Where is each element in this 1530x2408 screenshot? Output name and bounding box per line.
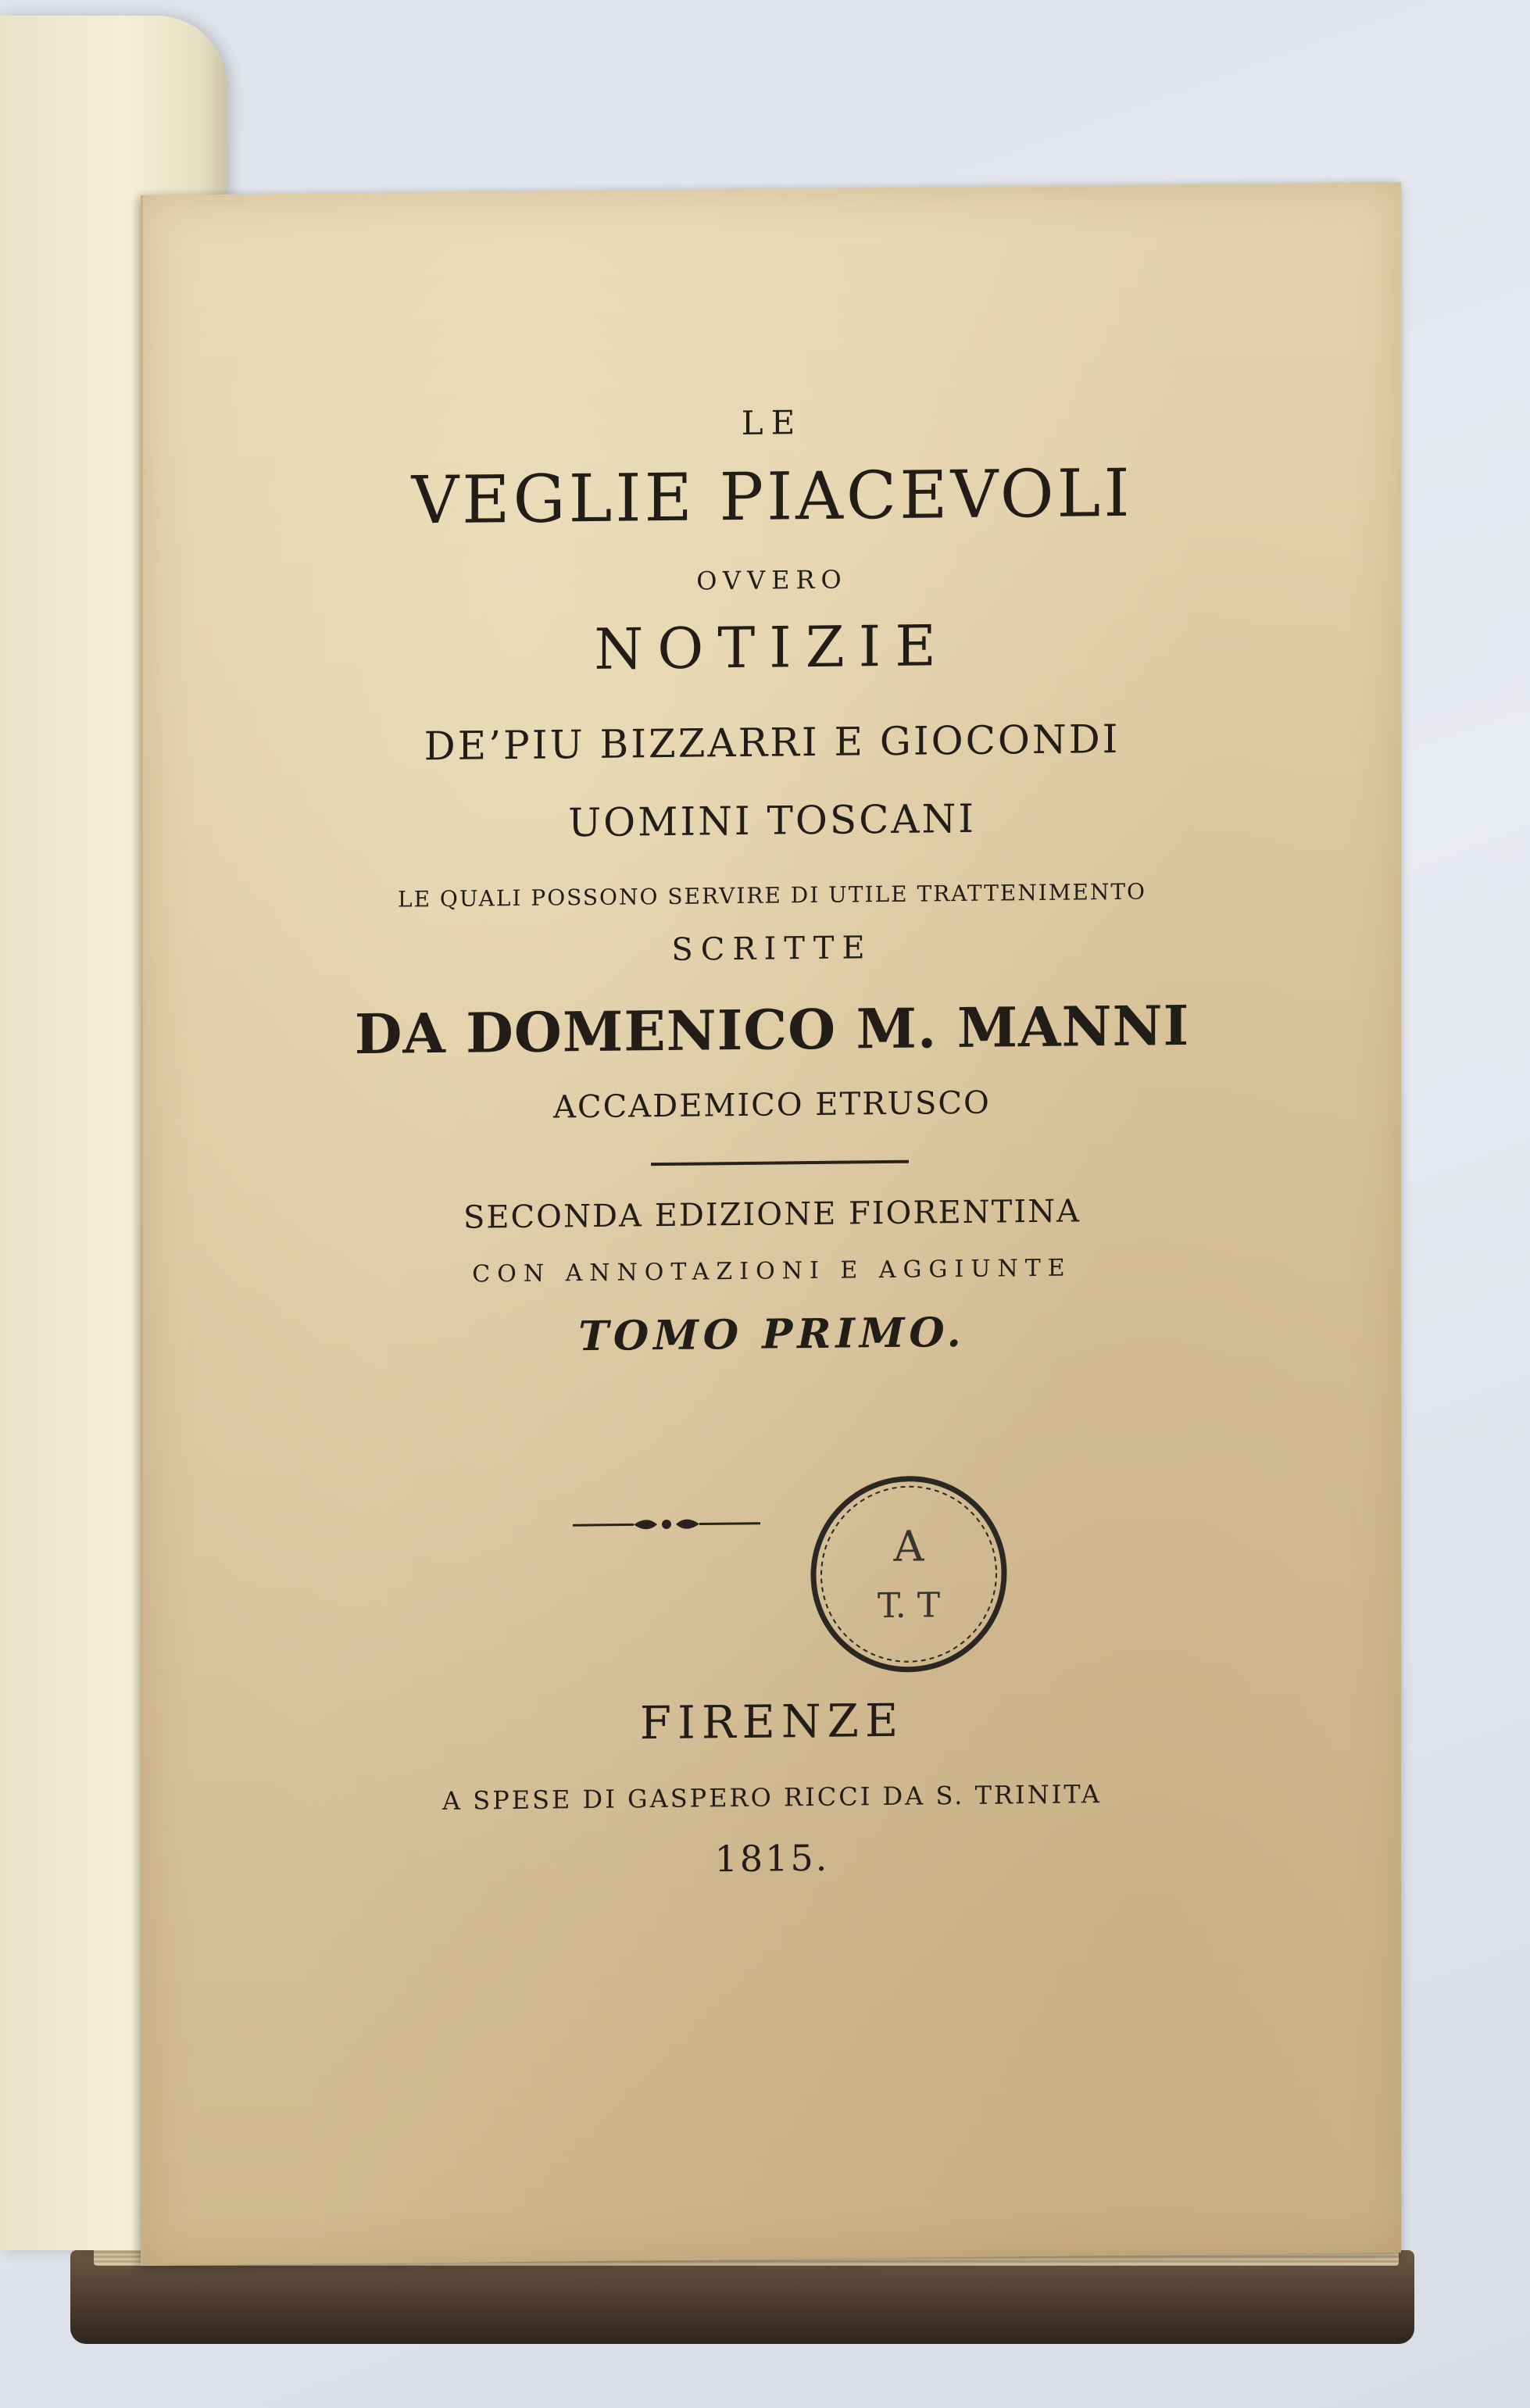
library-stamp-icon [803,1467,1014,1681]
volume-statement: TOMO PRIMO. [578,1308,966,1361]
imprint-publisher: A SPESE DI GASPERO RICCI DA S. TRINITA [442,1779,1102,1816]
stamp-text-top: A [893,1521,924,1571]
imprint-city: FIRENZE [639,1693,905,1750]
main-title: VEGLIE PIACEVOLI [411,454,1133,539]
subtitle-notizie: NOTIZIE [594,613,950,682]
subtitle-line-2: UOMINI TOSCANI [568,795,976,846]
divider-rule [651,1160,909,1166]
edition-statement: SECONDA EDIZIONE FIORENTINA [463,1193,1081,1236]
title-conjunction: OVVERO [696,564,848,596]
author-name: DA DOMENICO M. MANNI [354,992,1190,1067]
written-label: SCRITTE [671,930,873,968]
stamp-text-bottom: T. T [877,1585,941,1627]
imprint-year: 1815. [714,1836,830,1881]
ornament-flourish-icon [573,1508,760,1542]
annotations-statement: CON ANNOTAZIONI E AGGIUNTE [472,1254,1072,1288]
title-article: LE [741,403,803,442]
subtitle-line-3: LE QUALI POSSONO SERVIRE DI UTILE TRATTENIMENTO [397,878,1147,913]
author-affiliation: ACCADEMICO ETRUSCO [553,1084,991,1126]
title-page [141,182,1401,2266]
subtitle-line-1: DE’PIU BIZZARRI E GIOCONDI [424,716,1121,770]
